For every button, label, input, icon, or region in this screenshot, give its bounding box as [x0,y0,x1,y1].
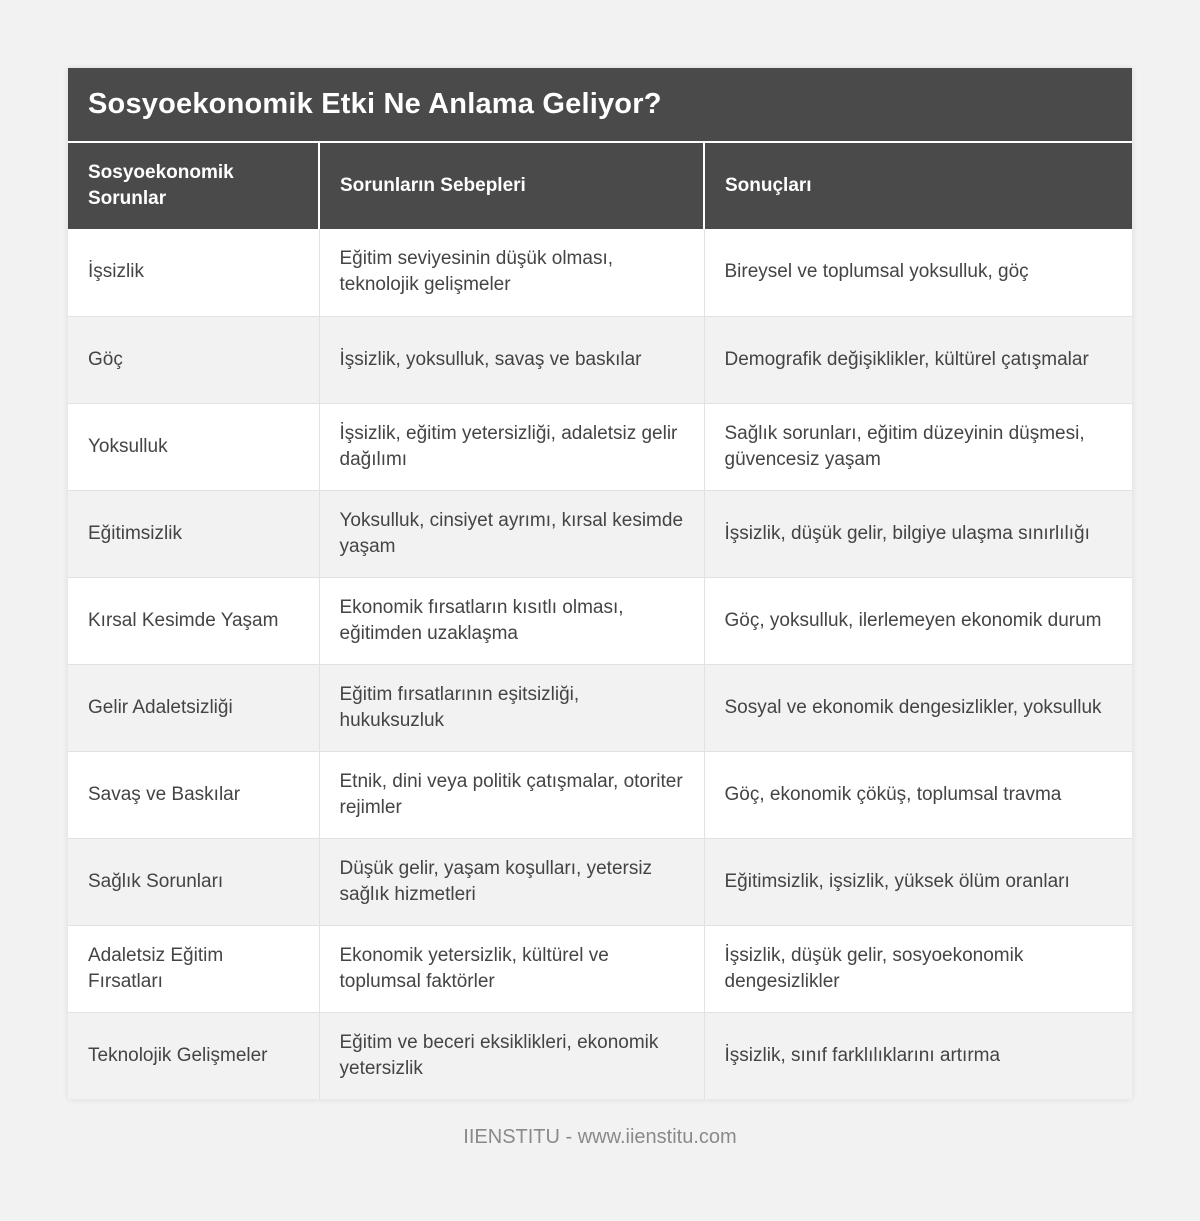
cell-problem: Göç [68,316,319,403]
cell-result: Eğitimsizlik, işsizlik, yüksek ölüm oranları [704,838,1132,925]
cell-result: İşsizlik, düşük gelir, bilgiye ulaşma sınırlılığı [704,490,1132,577]
cell-cause: Ekonomik yetersizlik, kültürel ve toplumsal faktörler [319,925,704,1012]
table-row [68,316,1132,403]
cell-problem: Yoksulluk [68,403,319,490]
column-header-results: Sonuçları [704,143,1132,229]
cell-cause: Düşük gelir, yaşam koşulları, yetersiz sağlık hizmetleri [319,838,704,925]
cell-result: Bireysel ve toplumsal yoksulluk, göç [704,229,1132,316]
table-row [68,751,1132,838]
header-row [68,143,1132,229]
column-header-problems: Sosyoekonomik Sorunlar [68,143,319,229]
cell-problem: Adaletsiz Eğitim Fırsatları [68,925,319,1012]
table-head [68,143,1132,229]
cell-problem: Teknolojik Gelişmeler [68,1012,319,1099]
cell-cause: Etnik, dini veya politik çatışmalar, otoriter rejimler [319,751,704,838]
cell-cause: Eğitim seviyesinin düşük olması, teknolojik gelişmeler [319,229,704,316]
cell-result: Sosyal ve ekonomik dengesizlikler, yoksulluk [704,664,1132,751]
table-row [68,664,1132,751]
cell-result: Sağlık sorunları, eğitim düzeyinin düşmesi, güvencesiz yaşam [704,403,1132,490]
cell-cause: İşsizlik, yoksulluk, savaş ve baskılar [319,316,704,403]
table-row [68,925,1132,1012]
cell-cause: Yoksulluk, cinsiyet ayrımı, kırsal kesimde yaşam [319,490,704,577]
cell-problem: Sağlık Sorunları [68,838,319,925]
table-row [68,229,1132,316]
cell-result: İşsizlik, düşük gelir, sosyoekonomik dengesizlikler [704,925,1132,1012]
page-title: Sosyoekonomik Etki Ne Anlama Geliyor? [88,88,662,120]
footer-credit: IIENSTITU - www.iienstitu.com [463,1126,737,1148]
table-body [68,229,1132,1099]
table-row [68,403,1132,490]
cell-result: İşsizlik, sınıf farklılıklarını artırma [704,1012,1132,1099]
cell-problem: Gelir Adaletsizliği [68,664,319,751]
column-header-causes: Sorunların Sebepleri [319,143,704,229]
cell-cause: Eğitim fırsatlarının eşitsizliği, hukuksuzluk [319,664,704,751]
table-row [68,1012,1132,1099]
table-row [68,838,1132,925]
data-table [68,143,1132,1099]
cell-result: Göç, yoksulluk, ilerlemeyen ekonomik durum [704,577,1132,664]
cell-result: Göç, ekonomik çöküş, toplumsal travma [704,751,1132,838]
cell-problem: Eğitimsizlik [68,490,319,577]
table-row [68,490,1132,577]
table-card [68,68,1132,1099]
cell-result: Demografik değişiklikler, kültürel çatışmalar [704,316,1132,403]
cell-problem: Savaş ve Baskılar [68,751,319,838]
cell-problem: Kırsal Kesimde Yaşam [68,577,319,664]
cell-cause: İşsizlik, eğitim yetersizliği, adaletsiz gelir dağılımı [319,403,704,490]
title-bar [68,68,1132,143]
cell-problem: İşsizlik [68,229,319,316]
cell-cause: Eğitim ve beceri eksiklikleri, ekonomik yetersizlik [319,1012,704,1099]
cell-cause: Ekonomik fırsatların kısıtlı olması, eğitimden uzaklaşma [319,577,704,664]
table-row [68,577,1132,664]
